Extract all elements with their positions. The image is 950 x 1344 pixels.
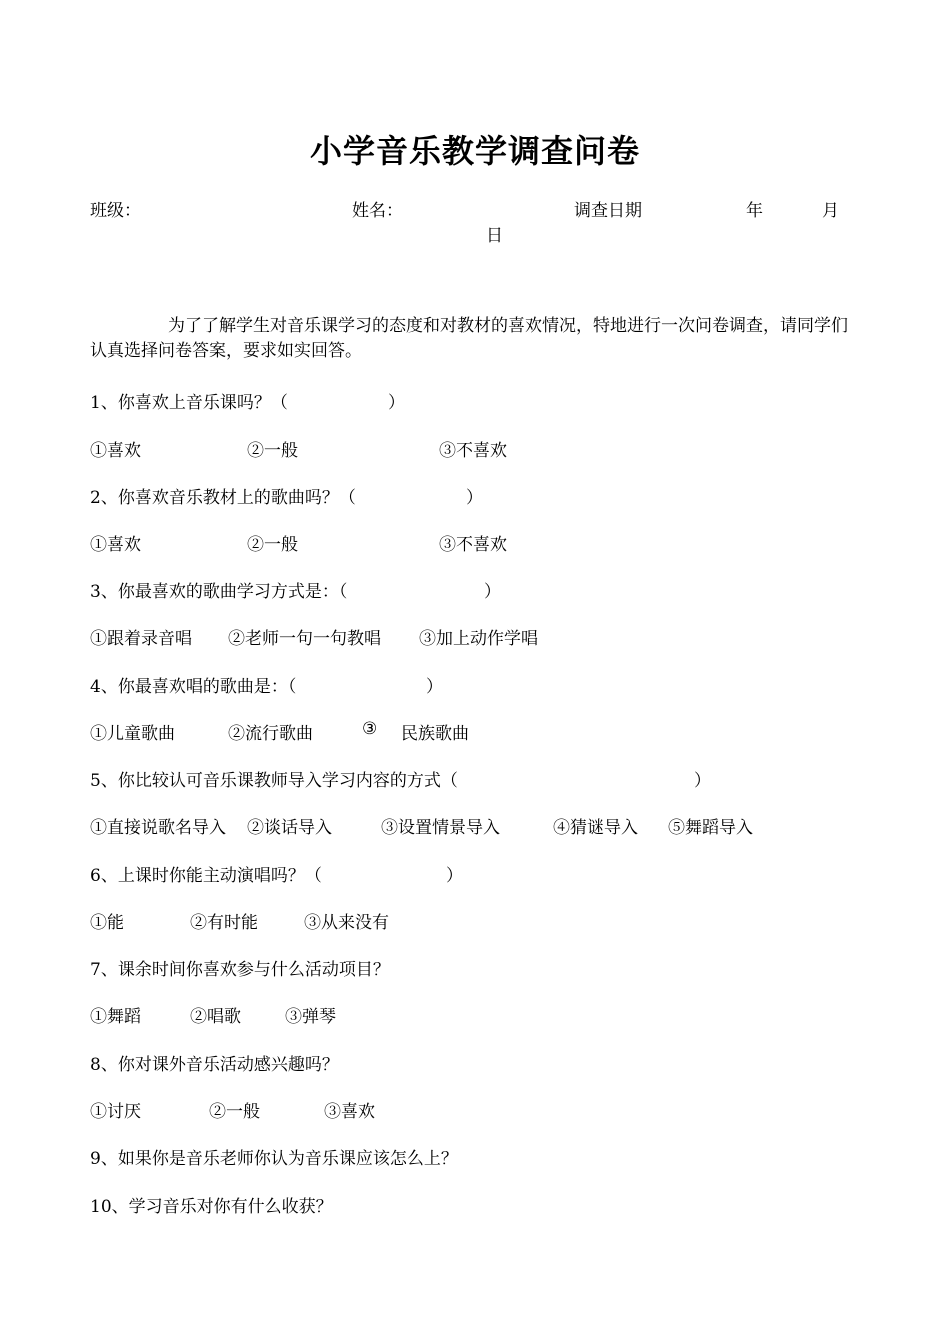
question-text: 2、你喜欢音乐教材上的歌曲吗？（ [90, 488, 356, 508]
date-label: 调查日期 [574, 201, 642, 221]
question-text: 1、你喜欢上音乐课吗？（ [90, 393, 288, 413]
option: 民族歌曲 [401, 724, 469, 744]
name-label: 姓名： [352, 201, 403, 221]
question-text: 9、如果你是音乐老师你认为音乐课应该怎么上？ [90, 1149, 458, 1169]
option: ①喜欢 [90, 441, 141, 461]
option: ①跟着录音唱 [90, 629, 192, 649]
answer-paren-close: ） [426, 677, 443, 697]
question-text: 4、你最喜欢唱的歌曲是：（ [90, 677, 297, 697]
option: ①儿童歌曲 [90, 724, 175, 744]
option: ②唱歌 [190, 1007, 241, 1027]
intro-paragraph: 为了了解学生对音乐课学习的态度和对教材的喜欢情况，特地进行一次问卷调查，请同学们认真选择问卷答案，要求如实回答。 [90, 316, 848, 361]
answer-paren-close: ） [694, 771, 711, 791]
answer-paren-close: ） [446, 866, 463, 886]
option: ③弹琴 [285, 1007, 336, 1027]
option: ⑤舞蹈导入 [668, 818, 753, 838]
option: ③不喜欢 [439, 441, 507, 461]
question-text: 6、上课时你能主动演唱吗？（ [90, 866, 322, 886]
day-label: 日 [486, 226, 503, 246]
answer-paren-close: ） [388, 393, 405, 413]
option: ②一般 [209, 1102, 260, 1122]
option: ④猜谜导入 [553, 818, 638, 838]
class-label: 班级： [90, 201, 141, 221]
question-text: 5、你比较认可音乐课教师导入学习内容的方式（ [90, 771, 458, 791]
option: ①讨厌 [90, 1102, 141, 1122]
question-text: 8、你对课外音乐活动感兴趣吗？ [90, 1055, 339, 1075]
answer-paren-close: ） [466, 488, 483, 508]
option: ②流行歌曲 [228, 724, 313, 744]
option: ②老师一句一句教唱 [228, 629, 381, 649]
question-text: 7、课余时间你喜欢参与什么活动项目？ [90, 960, 390, 980]
option: ③加上动作学唱 [419, 629, 538, 649]
option: ③喜欢 [324, 1102, 375, 1122]
info-line [0, 196, 950, 246]
option: ①舞蹈 [90, 1007, 141, 1027]
option: ③不喜欢 [439, 535, 507, 555]
question-text: 10、学习音乐对你有什么收获？ [90, 1197, 333, 1217]
option: ③ [362, 719, 378, 739]
option: ①能 [90, 913, 124, 933]
year-label: 年 [746, 201, 763, 221]
option: ①直接说歌名导入 [90, 818, 226, 838]
page-title: 小学音乐教学调查问卷 [309, 132, 640, 170]
question-text: 3、你最喜欢的歌曲学习方式是：（ [90, 582, 348, 602]
option: ①喜欢 [90, 535, 141, 555]
option: ②一般 [247, 535, 298, 555]
option: ②谈话导入 [247, 818, 332, 838]
option: ②有时能 [190, 913, 258, 933]
option: ②一般 [247, 441, 298, 461]
option: ③设置情景导入 [381, 818, 500, 838]
answer-paren-close: ） [484, 582, 501, 602]
month-label: 月 [822, 201, 839, 221]
option: ③从来没有 [304, 913, 389, 933]
